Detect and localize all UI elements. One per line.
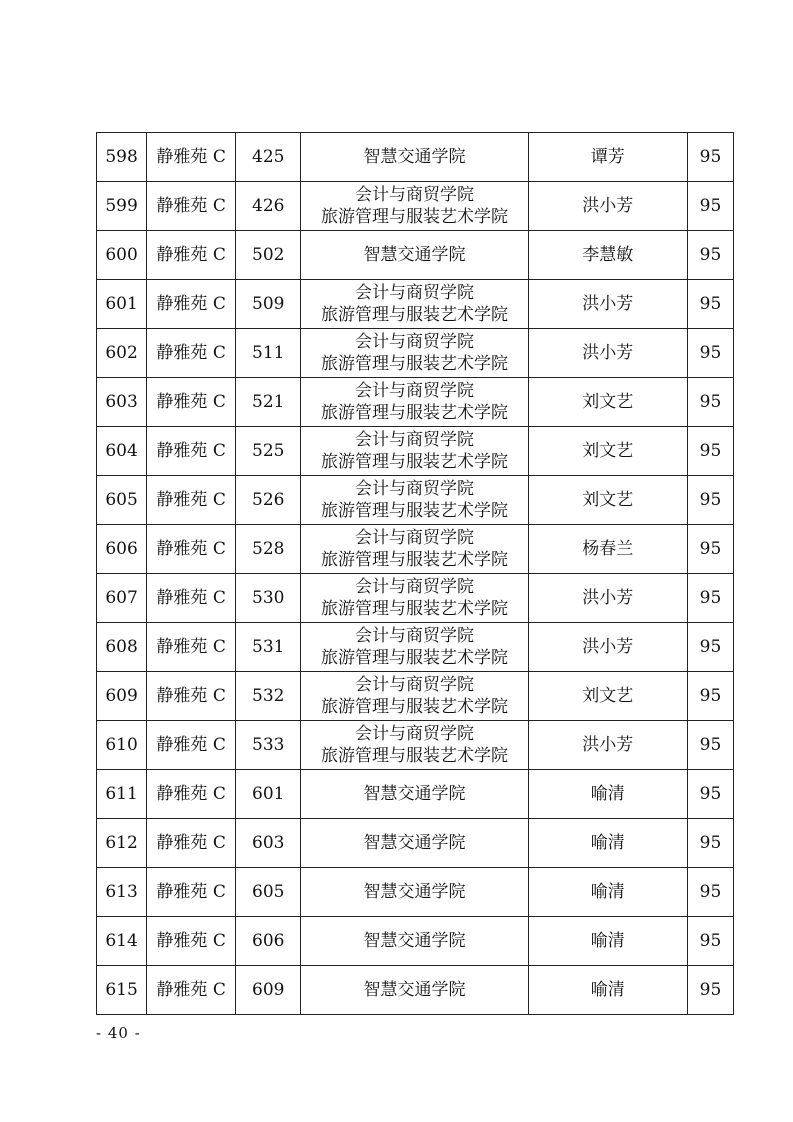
cell-number: 603 xyxy=(97,378,147,427)
college-name: 旅游管理与服装艺术学院 xyxy=(320,648,508,668)
college-name: 旅游管理与服装艺术学院 xyxy=(320,501,508,521)
cell-number: 599 xyxy=(97,182,147,231)
table-row xyxy=(97,231,734,280)
table-row xyxy=(97,525,734,574)
table-row xyxy=(97,378,734,427)
cell-teacher: 洪小芳 xyxy=(528,623,687,672)
cell-number: 615 xyxy=(97,966,147,1015)
cell-teacher: 刘文艺 xyxy=(528,378,687,427)
table-row xyxy=(97,476,734,525)
cell-building: 静雅苑 C xyxy=(147,672,236,721)
cell-score: 95 xyxy=(687,182,733,231)
cell-number: 608 xyxy=(97,623,147,672)
cell-room: 425 xyxy=(236,133,301,182)
cell-number: 601 xyxy=(97,280,147,329)
cell-building: 静雅苑 C xyxy=(147,770,236,819)
cell-college xyxy=(301,917,528,966)
inspection-results-table-container xyxy=(96,132,734,1015)
cell-number: 614 xyxy=(97,917,147,966)
cell-room: 533 xyxy=(236,721,301,770)
college-name: 智慧交通学院 xyxy=(363,245,466,265)
cell-teacher: 洪小芳 xyxy=(528,182,687,231)
cell-college xyxy=(301,133,528,182)
table-row xyxy=(97,133,734,182)
college-name: 会计与商贸学院 xyxy=(354,332,474,352)
cell-teacher: 洪小芳 xyxy=(528,329,687,378)
cell-teacher: 刘文艺 xyxy=(528,476,687,525)
cell-room: 531 xyxy=(236,623,301,672)
cell-number: 611 xyxy=(97,770,147,819)
college-name: 智慧交通学院 xyxy=(363,784,466,804)
cell-college xyxy=(301,868,528,917)
cell-number: 612 xyxy=(97,819,147,868)
cell-building: 静雅苑 C xyxy=(147,329,236,378)
cell-room: 530 xyxy=(236,574,301,623)
cell-teacher: 刘文艺 xyxy=(528,427,687,476)
college-name: 旅游管理与服装艺术学院 xyxy=(320,354,508,374)
cell-room: 426 xyxy=(236,182,301,231)
college-name: 会计与商贸学院 xyxy=(354,185,474,205)
cell-college xyxy=(301,476,528,525)
table-row xyxy=(97,819,734,868)
cell-teacher: 洪小芳 xyxy=(528,574,687,623)
cell-college xyxy=(301,770,528,819)
college-name: 旅游管理与服装艺术学院 xyxy=(320,403,508,423)
cell-score: 95 xyxy=(687,623,733,672)
cell-room: 502 xyxy=(236,231,301,280)
cell-score: 95 xyxy=(687,280,733,329)
cell-building: 静雅苑 C xyxy=(147,427,236,476)
cell-teacher: 喻清 xyxy=(528,819,687,868)
college-name: 会计与商贸学院 xyxy=(354,479,474,499)
cell-college xyxy=(301,525,528,574)
table-row xyxy=(97,917,734,966)
cell-college xyxy=(301,280,528,329)
page-number: - 40 - xyxy=(96,1024,141,1042)
cell-score: 95 xyxy=(687,329,733,378)
cell-score: 95 xyxy=(687,721,733,770)
cell-teacher: 洪小芳 xyxy=(528,721,687,770)
table-row xyxy=(97,721,734,770)
college-name: 旅游管理与服装艺术学院 xyxy=(320,305,508,325)
college-name: 旅游管理与服装艺术学院 xyxy=(320,746,508,766)
cell-building: 静雅苑 C xyxy=(147,623,236,672)
cell-room: 532 xyxy=(236,672,301,721)
table-row xyxy=(97,427,734,476)
college-name: 会计与商贸学院 xyxy=(354,577,474,597)
cell-room: 509 xyxy=(236,280,301,329)
college-name: 智慧交通学院 xyxy=(363,931,466,951)
cell-number: 610 xyxy=(97,721,147,770)
cell-college xyxy=(301,966,528,1015)
cell-room: 606 xyxy=(236,917,301,966)
college-name: 智慧交通学院 xyxy=(363,833,466,853)
cell-building: 静雅苑 C xyxy=(147,182,236,231)
cell-teacher: 喻清 xyxy=(528,966,687,1015)
cell-room: 601 xyxy=(236,770,301,819)
cell-teacher: 刘文艺 xyxy=(528,672,687,721)
college-name: 旅游管理与服装艺术学院 xyxy=(320,550,508,570)
table-row xyxy=(97,623,734,672)
cell-score: 95 xyxy=(687,868,733,917)
cell-number: 604 xyxy=(97,427,147,476)
cell-teacher: 喻清 xyxy=(528,917,687,966)
cell-college xyxy=(301,329,528,378)
cell-score: 95 xyxy=(687,231,733,280)
cell-college xyxy=(301,672,528,721)
college-name: 会计与商贸学院 xyxy=(354,724,474,744)
cell-building: 静雅苑 C xyxy=(147,868,236,917)
table-row xyxy=(97,868,734,917)
cell-room: 605 xyxy=(236,868,301,917)
cell-number: 607 xyxy=(97,574,147,623)
cell-room: 609 xyxy=(236,966,301,1015)
cell-number: 598 xyxy=(97,133,147,182)
cell-building: 静雅苑 C xyxy=(147,476,236,525)
table-row xyxy=(97,182,734,231)
table-row xyxy=(97,770,734,819)
college-name: 旅游管理与服装艺术学院 xyxy=(320,452,508,472)
cell-building: 静雅苑 C xyxy=(147,966,236,1015)
cell-college xyxy=(301,623,528,672)
cell-building: 静雅苑 C xyxy=(147,525,236,574)
cell-score: 95 xyxy=(687,917,733,966)
cell-teacher: 杨春兰 xyxy=(528,525,687,574)
cell-college xyxy=(301,574,528,623)
cell-number: 609 xyxy=(97,672,147,721)
table-row xyxy=(97,574,734,623)
cell-room: 511 xyxy=(236,329,301,378)
cell-building: 静雅苑 C xyxy=(147,378,236,427)
cell-score: 95 xyxy=(687,378,733,427)
cell-teacher: 谭芳 xyxy=(528,133,687,182)
cell-number: 606 xyxy=(97,525,147,574)
cell-number: 613 xyxy=(97,868,147,917)
table-body xyxy=(97,133,734,1015)
cell-number: 605 xyxy=(97,476,147,525)
cell-room: 603 xyxy=(236,819,301,868)
college-name: 会计与商贸学院 xyxy=(354,675,474,695)
college-name: 旅游管理与服装艺术学院 xyxy=(320,599,508,619)
cell-room: 525 xyxy=(236,427,301,476)
cell-room: 521 xyxy=(236,378,301,427)
cell-college xyxy=(301,231,528,280)
cell-teacher: 李慧敏 xyxy=(528,231,687,280)
college-name: 智慧交通学院 xyxy=(363,147,466,167)
college-name: 智慧交通学院 xyxy=(363,980,466,1000)
college-name: 旅游管理与服装艺术学院 xyxy=(320,207,508,227)
cell-building: 静雅苑 C xyxy=(147,280,236,329)
cell-building: 静雅苑 C xyxy=(147,917,236,966)
cell-score: 95 xyxy=(687,133,733,182)
cell-number: 602 xyxy=(97,329,147,378)
table-row xyxy=(97,280,734,329)
cell-building: 静雅苑 C xyxy=(147,133,236,182)
cell-score: 95 xyxy=(687,476,733,525)
cell-score: 95 xyxy=(687,819,733,868)
cell-score: 95 xyxy=(687,966,733,1015)
cell-college xyxy=(301,427,528,476)
cell-teacher: 洪小芳 xyxy=(528,280,687,329)
college-name: 会计与商贸学院 xyxy=(354,528,474,548)
cell-score: 95 xyxy=(687,770,733,819)
cell-building: 静雅苑 C xyxy=(147,574,236,623)
cell-building: 静雅苑 C xyxy=(147,819,236,868)
cell-building: 静雅苑 C xyxy=(147,721,236,770)
cell-teacher: 喻清 xyxy=(528,770,687,819)
cell-score: 95 xyxy=(687,427,733,476)
cell-college xyxy=(301,721,528,770)
cell-score: 95 xyxy=(687,574,733,623)
college-name: 会计与商贸学院 xyxy=(354,430,474,450)
cell-college xyxy=(301,819,528,868)
college-name: 会计与商贸学院 xyxy=(354,283,474,303)
college-name: 智慧交通学院 xyxy=(363,882,466,902)
cell-score: 95 xyxy=(687,672,733,721)
college-name: 会计与商贸学院 xyxy=(354,626,474,646)
cell-room: 526 xyxy=(236,476,301,525)
college-name: 旅游管理与服装艺术学院 xyxy=(320,697,508,717)
cell-teacher: 喻清 xyxy=(528,868,687,917)
table-row xyxy=(97,966,734,1015)
table-row xyxy=(97,672,734,721)
cell-building: 静雅苑 C xyxy=(147,231,236,280)
cell-number: 600 xyxy=(97,231,147,280)
cell-score: 95 xyxy=(687,525,733,574)
cell-college xyxy=(301,182,528,231)
college-name: 会计与商贸学院 xyxy=(354,381,474,401)
cell-college xyxy=(301,378,528,427)
cell-room: 528 xyxy=(236,525,301,574)
table-row xyxy=(97,329,734,378)
inspection-results-table xyxy=(96,132,734,1015)
